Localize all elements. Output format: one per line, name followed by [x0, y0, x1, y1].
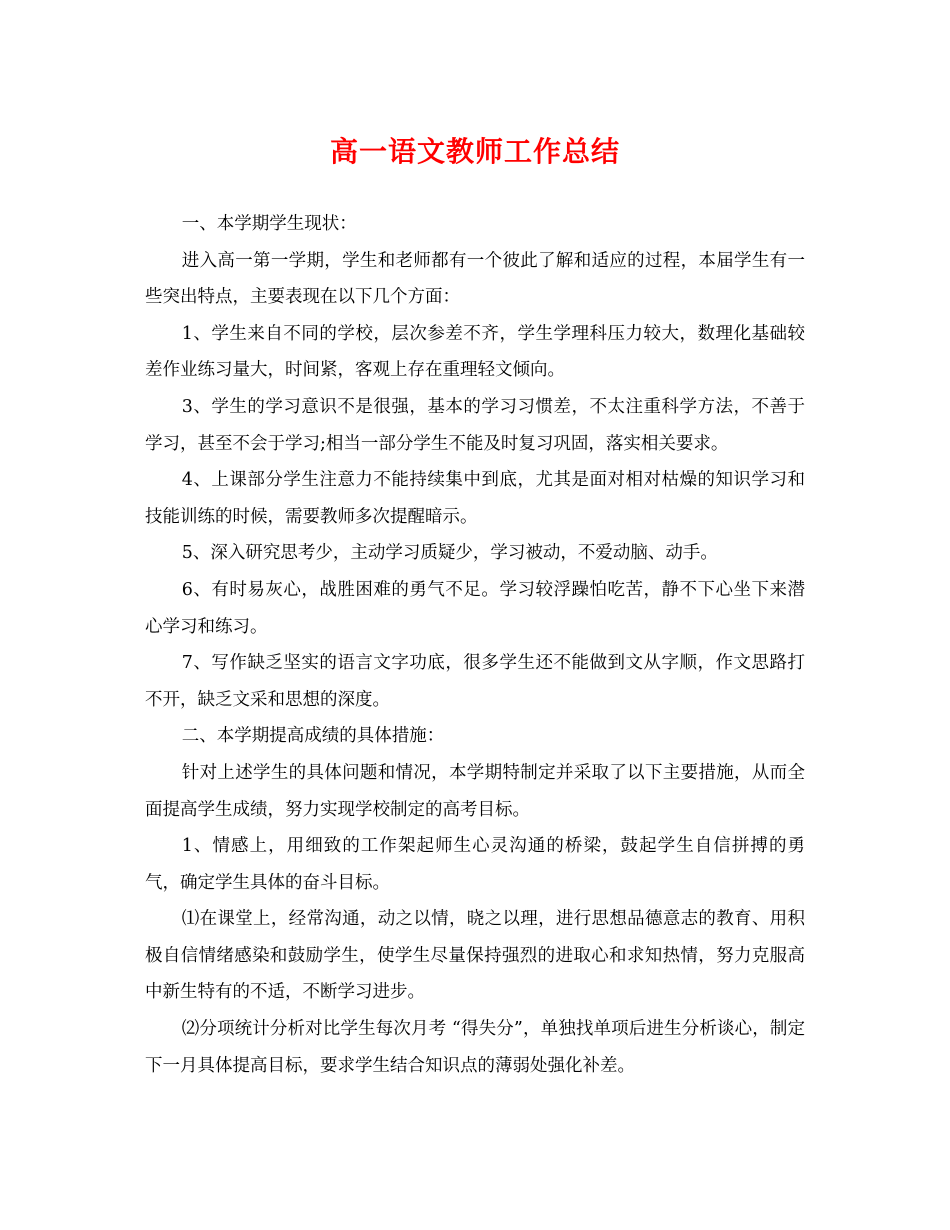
paragraph-point-5: 5、深入研究思考少，主动学习质疑少，学习被动，不爱动脑、动手。: [181, 543, 718, 564]
paragraph-measure-1: 1、情感上，用细致的工作架起师生心灵沟通的桥梁，鼓起学生自信拼搏的勇气，确定学生具体的奋斗目标。: [145, 836, 805, 893]
paragraph-point-1: 1、学生来自不同的学校，层次参差不齐，学生学理科压力较大，数理化基础较差作业练习量大，时间紧，客观上存在重理轻文倾向。: [145, 323, 805, 381]
paragraph-measures-intro: 针对上述学生的具体问题和情况，本学期特制定并采取了以下主要措施，从而全面提高学生成绩，努力实现学校制定的高考目标。: [145, 762, 805, 820]
section-heading-measures: 二、本学期提高成绩的具体措施：: [181, 726, 445, 747]
paragraph-point-3: 3、学生的学习意识不是很强，基本的学习习惯差，不太注重科学方法，不善于学习，甚至不会于学习;相当一部分学生不能及时复习巩固，落实相关要求。: [145, 396, 805, 454]
document-body: [145, 206, 805, 1084]
paragraph-intro: 进入高一第一学期，学生和老师都有一个彼此了解和适应的过程，本届学生有一些突出特点，主要表现在以下几个方面：: [145, 250, 805, 308]
paragraph-point-7: 7、写作缺乏坚实的语言文字功底，很多学生还不能做到文从字顺，作文思路打不开，缺乏文采和思想的深度。: [145, 653, 805, 710]
paragraph-point-6: 6、有时易灰心，战胜困难的勇气不足。学习较浮躁怕吃苦，静不下心坐下来潜心学习和练习。: [145, 579, 805, 637]
document-title: 高一语文教师工作总结: [329, 135, 620, 168]
paragraph-measure-1-sub-1: ⑴在课堂上，经常沟通，动之以情，晓之以理，进行思想品德意志的教育、用积极自信情绪感染和鼓励学生，使学生尽量保持强烈的进取心和求知热情，努力克服高中新生特有的不适，不断学习进步。: [145, 909, 805, 1003]
paragraph-measure-1-sub-2: ⑵分项统计分析对比学生每次月考 “得失分”，单独找单项后进生分析谈心，制定下一月具体提高目标，要求学生结合知识点的薄弱处强化补差。: [145, 1019, 805, 1076]
paragraph-point-4: 4、上课部分学生注意力不能持续集中到底，尤其是面对相对枯燥的知识学习和技能训练的时候，需要教师多次提醒暗示。: [145, 470, 805, 527]
section-heading-current-status: 一、本学期学生现状：: [181, 214, 357, 234]
